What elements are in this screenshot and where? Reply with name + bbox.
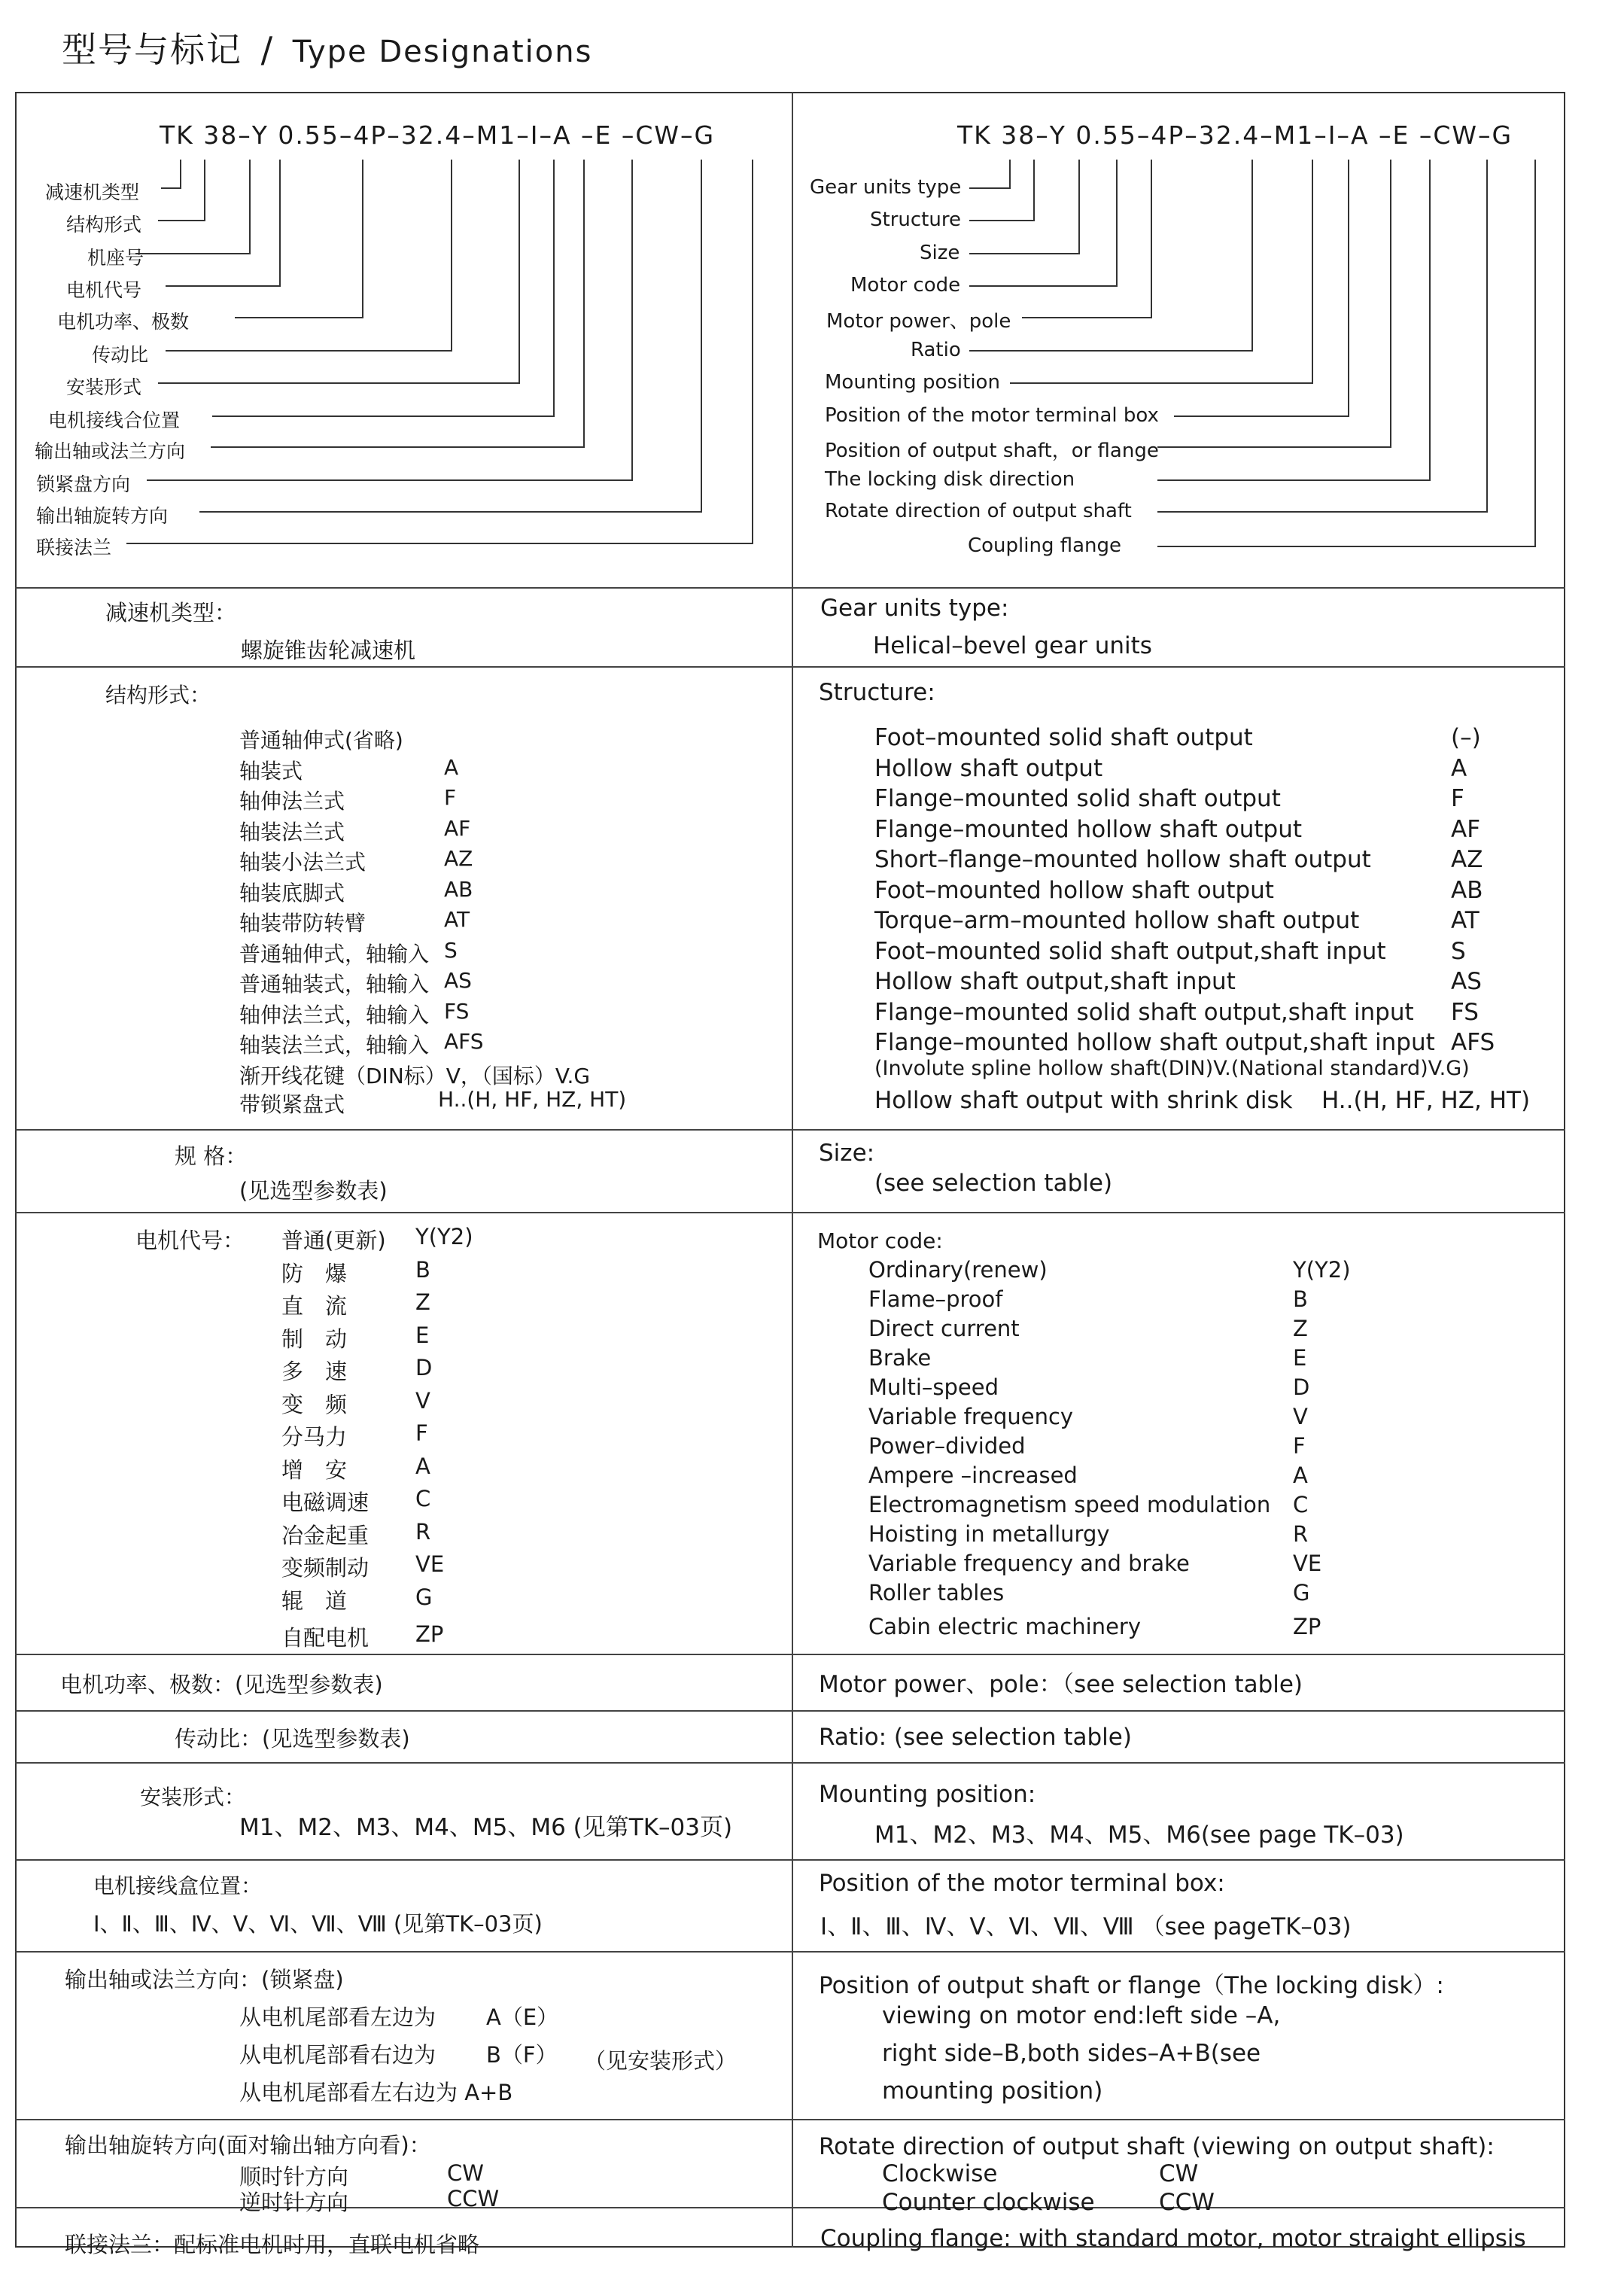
motor-code-row-cn-code: VE — [415, 1551, 445, 1577]
structure-row-en-code: S — [1451, 937, 1466, 965]
motor-code-row-en-code: R — [1293, 1521, 1309, 1547]
structure-row-en — [874, 754, 1467, 782]
motor-code-row-en-code: A — [1293, 1463, 1308, 1488]
structure-row-cn-name: 轴伸法兰式，轴输入 — [239, 1002, 430, 1027]
designation-code-cn: TK 38–Y 0.55–4P–32.4–M1–I–A –E –CW–G — [160, 120, 716, 150]
designation-code-en: TK 38–Y 0.55–4P–32.4–M1–I–A –E –CW–G — [957, 120, 1513, 150]
motor-code-row-en-name: Variable frequency and brake — [868, 1551, 1190, 1576]
output-pos-row-cn-code: B（F） — [486, 2042, 558, 2068]
structure-row-en-name: Foot–mounted hollow shaft output — [874, 876, 1274, 904]
motor-code-row-cn — [281, 1584, 433, 1615]
output-pos-head-en: Position of output shaft or flange（The locking disk）: — [819, 1972, 1444, 1999]
motor-code-row-cn-name: 变频制动 — [281, 1555, 370, 1581]
motor-code-row-cn-code: A — [415, 1453, 430, 1479]
structure-row-en — [874, 815, 1481, 843]
structure-row-en — [874, 876, 1483, 904]
motor-code-row-cn-code: F — [415, 1420, 428, 1446]
structure-row-en-name: Flange–mounted hollow shaft output — [874, 815, 1302, 843]
motor-code-row-cn-name: 自配电机 — [281, 1625, 370, 1651]
motor-code-row-en-code: ZP — [1293, 1614, 1321, 1639]
motor-code-row-cn-code: Y(Y2) — [415, 1224, 473, 1249]
rotation-row-en — [882, 2189, 1215, 2216]
designation-label-cn: 输出轴旋转方向 — [36, 505, 169, 527]
designation-label-cn: 电机代号 — [66, 279, 142, 301]
structure-row-cn — [239, 937, 458, 968]
structure-row-en-code: AB — [1451, 876, 1483, 904]
motor-code-row-cn-code: E — [415, 1322, 430, 1348]
structure-row-cn — [239, 998, 470, 1029]
row-divider — [15, 1654, 1565, 1655]
motor-code-row-cn-name: 普通(更新) — [281, 1228, 386, 1253]
structure-row-en-name: Flange–mounted solid shaft output,shaft input — [874, 998, 1414, 1026]
coupling-cn: 联接法兰：配标准电机时用，直联电机省略 — [65, 2232, 480, 2257]
motor-code-row-cn — [281, 1486, 431, 1517]
motor-code-row-en-name: Cabin electric machinery — [868, 1614, 1141, 1639]
designation-label-en: Size — [920, 242, 960, 264]
rotation-row-cn-name: 顺时针方向 — [239, 2164, 349, 2190]
motor-code-row-cn-code: R — [415, 1518, 431, 1545]
structure-row-en-code: AFS — [1451, 1029, 1495, 1056]
structure-row-en-name: Foot–mounted solid shaft output,shaft input — [874, 937, 1386, 965]
motor-code-row-en — [868, 1463, 1308, 1488]
motor-code-row-en — [868, 1614, 1321, 1639]
structure-spline-cn: 渐开线花键（DIN标）V，（国标）V.G — [239, 1064, 591, 1088]
designation-label-cn: 输出轴或法兰方向 — [35, 440, 186, 462]
motor-code-row-en — [868, 1433, 1306, 1459]
motor-code-row-cn-code: Z — [415, 1289, 430, 1315]
rotation-row-en-code: CW — [1159, 2160, 1199, 2187]
structure-shrink-code-en: H..(H, HF, HZ, HT) — [1321, 1087, 1531, 1114]
designation-label-en: Coupling flange — [968, 534, 1122, 557]
title-separator: / — [260, 29, 275, 70]
structure-row-en-code: A — [1451, 754, 1467, 782]
structure-row-en — [874, 968, 1482, 995]
structure-row-en — [874, 724, 1481, 751]
motor-code-row-en — [868, 1404, 1308, 1429]
structure-head-cn: 结构形式： — [105, 683, 211, 708]
ratio-en: Ratio: (see selection table) — [819, 1724, 1132, 1751]
designation-label-en: Gear units type — [810, 176, 962, 199]
title-cn: 型号与标记 — [62, 29, 242, 70]
motor-code-row-en-code: C — [1293, 1492, 1309, 1517]
motor-code-row-cn-name: 变 频 — [281, 1391, 348, 1417]
designation-label-cn: 电机功率、极数 — [57, 311, 190, 333]
size-head-en: Size: — [819, 1140, 875, 1167]
structure-shrink-name-cn: 带锁紧盘式 — [239, 1092, 345, 1117]
motor-code-row-en-name: Power–divided — [868, 1433, 1026, 1459]
designation-label-en: Rotate direction of output shaft — [825, 500, 1132, 522]
structure-row-en-name: Torque–arm–mounted hollow shaft output — [874, 907, 1360, 934]
motor-code-row-cn — [281, 1355, 433, 1386]
motor-code-row-cn — [281, 1256, 430, 1288]
structure-row-en-name: Hollow shaft output — [874, 754, 1103, 782]
structure-row-cn-code: S — [444, 937, 458, 963]
row-divider — [15, 1212, 1565, 1213]
rotation-row-en — [882, 2160, 1199, 2187]
structure-row-cn-name: 轴装底脚式 — [239, 880, 345, 906]
motor-code-row-en-name: Ordinary(renew) — [868, 1257, 1048, 1283]
designation-label-cn: 联接法兰 — [36, 537, 112, 559]
motor-code-row-en — [868, 1492, 1309, 1517]
structure-row-cn-code: AS — [444, 968, 472, 993]
structure-row-en — [874, 937, 1466, 965]
rotation-row-cn-code: CW — [447, 2160, 484, 2186]
structure-row-cn-name: 普通轴伸式(省略) — [239, 728, 403, 753]
motor-code-row-en-code: D — [1293, 1374, 1310, 1400]
motor-code-row-en — [868, 1286, 1308, 1312]
output-pos-note-cn: （见安装形式） — [584, 2048, 737, 2074]
motor-code-row-cn-name: 防 爆 — [281, 1260, 348, 1286]
row-divider — [15, 666, 1565, 668]
motor-code-row-cn — [281, 1621, 444, 1652]
motor-code-row-cn-code: V — [415, 1387, 430, 1414]
mounting-head-en: Mounting position: — [819, 1781, 1036, 1808]
structure-row-cn-code: A — [444, 754, 459, 780]
structure-row-cn-name: 轴伸法兰式 — [239, 789, 345, 814]
gear-type-head-cn: 减速机类型： — [105, 600, 237, 625]
motor-code-row-en-name: Ampere –increased — [868, 1463, 1078, 1488]
structure-row-cn-code: F — [444, 785, 457, 810]
rotation-head-cn: 输出轴旋转方向(面对输出轴方向看)： — [65, 2132, 431, 2158]
motor-code-row-en — [868, 1580, 1310, 1606]
designation-label-cn: 结构形式 — [66, 214, 142, 236]
structure-row-cn-code: AFS — [444, 1029, 484, 1054]
structure-row-en — [874, 1029, 1495, 1056]
structure-row-cn — [239, 724, 403, 754]
motor-code-row-cn — [281, 1518, 431, 1550]
terminal-value-cn: Ⅰ、Ⅱ、Ⅲ、Ⅳ、Ⅴ、Ⅵ、Ⅶ、Ⅷ (见第TK–03页) — [93, 1911, 543, 1937]
motor-code-row-cn-name: 增 安 — [281, 1456, 348, 1483]
motor-code-row-cn-name: 直 流 — [281, 1293, 348, 1319]
motor-code-row-en-code: F — [1293, 1433, 1306, 1459]
output-pos-row-cn — [239, 2076, 512, 2107]
terminal-head-cn: 电机接线盒位置： — [93, 1873, 263, 1898]
gear-type-head-en: Gear units type: — [820, 595, 1009, 622]
structure-row-en-name: Short–flange–mounted hollow shaft output — [874, 846, 1371, 873]
output-pos-line-en: right side–B,both sides–A+B(see — [882, 2040, 1261, 2067]
structure-row-cn-name: 普通轴装式，轴输入 — [239, 972, 430, 997]
structure-row-cn-code: AB — [444, 876, 473, 902]
designation-label-en: The locking disk direction — [825, 468, 1075, 491]
structure-row-cn — [239, 968, 472, 998]
motor-code-row-cn — [281, 1453, 430, 1484]
structure-shrink-code-cn: H..(H, HF, HZ, HT) — [438, 1087, 627, 1112]
output-pos-row-cn — [239, 2038, 558, 2069]
structure-spline-en: (Involute spline hollow shaft(DIN)V.(National standard)V.G) — [874, 1057, 1470, 1080]
structure-row-en-code: F — [1451, 785, 1464, 812]
title-en: Type Designations — [292, 35, 593, 69]
rotation-row-en-name: Counter clockwise — [882, 2189, 1095, 2216]
designation-label-cn: 安装形式 — [66, 376, 142, 398]
structure-head-en: Structure: — [819, 679, 935, 706]
structure-row-cn — [239, 907, 470, 937]
motor-code-row-en-code: G — [1293, 1580, 1310, 1606]
structure-row-cn-code: FS — [444, 998, 470, 1024]
mounting-head-cn: 安装形式： — [140, 1785, 246, 1810]
structure-row-cn — [239, 785, 457, 815]
structure-row-cn-name: 轴装法兰式，轴输入 — [239, 1033, 430, 1058]
row-divider — [15, 1762, 1565, 1764]
motor-code-head-en: Motor code: — [817, 1228, 943, 1253]
motor-code-row-cn-code: B — [415, 1256, 430, 1283]
rotation-row-en-name: Clockwise — [882, 2160, 998, 2187]
structure-shrink-name-en: Hollow shaft output with shrink disk — [874, 1087, 1293, 1114]
structure-row-en-code: AT — [1451, 907, 1480, 934]
row-divider — [15, 1129, 1565, 1131]
motor-code-row-en — [868, 1551, 1322, 1576]
motor-code-row-en-name: Multi–speed — [868, 1374, 999, 1400]
motor-code-row-cn — [281, 1387, 430, 1419]
motor-code-row-en-code: E — [1293, 1345, 1307, 1371]
motor-code-row-cn-name: 冶金起重 — [281, 1522, 370, 1548]
power-en: Motor power、pole：（see selection table) — [819, 1671, 1303, 1698]
structure-row-cn — [239, 1029, 484, 1059]
motor-code-row-cn-name: 辊 道 — [281, 1587, 348, 1614]
gear-type-value-en: Helical–bevel gear units — [873, 632, 1152, 659]
motor-code-row-cn-code: D — [415, 1355, 433, 1380]
motor-code-row-cn-name: 分马力 — [281, 1424, 348, 1450]
designation-label-en: Ratio — [911, 339, 961, 361]
structure-row-cn-name: 轴装小法兰式 — [239, 850, 366, 875]
output-pos-row-cn-name: 从电机尾部看左边为 — [239, 2004, 436, 2030]
size-value-cn: (见选型参数表) — [239, 1178, 388, 1204]
motor-code-row-en-code: B — [1293, 1286, 1308, 1312]
output-pos-line-en: viewing on motor end:left side –A, — [882, 2002, 1281, 2029]
structure-row-en-code: AZ — [1451, 846, 1483, 873]
designation-label-cn: 锁紧盘方向 — [36, 473, 131, 495]
designation-label-cn: 减速机类型 — [45, 181, 140, 203]
row-divider — [15, 1710, 1565, 1712]
structure-row-en — [874, 785, 1464, 812]
structure-row-en-name: Foot–mounted solid shaft output — [874, 724, 1253, 751]
terminal-value-en: Ⅰ、Ⅱ、Ⅲ、Ⅳ、Ⅴ、Ⅵ、Ⅶ、Ⅷ （see pageTK–03) — [820, 1913, 1352, 1940]
motor-code-row-cn-name: 制 动 — [281, 1326, 348, 1352]
designation-label-en: Motor code — [850, 274, 961, 297]
motor-code-row-cn-name: 电磁调速 — [281, 1490, 370, 1515]
row-divider — [15, 1859, 1565, 1861]
output-pos-row-cn-name: 从电机尾部看左右边为 A+B — [239, 2080, 513, 2105]
motor-code-row-en-name: Hoisting in metallurgy — [868, 1521, 1110, 1547]
structure-row-en-code: FS — [1451, 998, 1479, 1026]
designation-label-cn: 电机接线合位置 — [48, 409, 181, 431]
output-pos-row-cn-name: 从电机尾部看右边为 — [239, 2042, 436, 2068]
ratio-cn: 传动比：(见选型参数表) — [175, 1726, 410, 1752]
rotation-head-en: Rotate direction of output shaft (viewing on output shaft): — [819, 2133, 1495, 2160]
power-cn: 电机功率、极数：(见选型参数表) — [60, 1672, 383, 1697]
motor-code-row-cn — [281, 1551, 445, 1582]
row-divider — [15, 587, 1565, 589]
motor-code-head-cn: 电机代号： — [135, 1228, 245, 1253]
designation-label-en: Position of output shaft，or flange — [825, 440, 1159, 462]
output-pos-head-cn: 输出轴或法兰方向：(锁紧盘) — [65, 1967, 344, 1992]
structure-row-cn-code: AZ — [444, 846, 473, 871]
structure-row-en-name: Hollow shaft output,shaft input — [874, 968, 1236, 995]
rotation-row-cn — [239, 2186, 500, 2217]
size-value-en: (see selection table) — [874, 1170, 1113, 1197]
structure-row-cn-name: 普通轴伸式，轴输入 — [239, 941, 430, 966]
structure-row-cn — [239, 754, 459, 785]
motor-code-row-en — [868, 1374, 1310, 1400]
motor-code-row-en-name: Roller tables — [868, 1580, 1005, 1606]
motor-code-row-en-name: Brake — [868, 1345, 932, 1371]
size-head-cn: 规 格： — [175, 1143, 248, 1169]
motor-code-row-en-code: V — [1293, 1404, 1308, 1429]
motor-code-row-en — [868, 1257, 1351, 1283]
structure-row-en — [874, 846, 1483, 873]
structure-row-en — [874, 907, 1480, 934]
structure-row-cn — [239, 846, 473, 876]
designation-label-cn: 传动比 — [92, 344, 149, 366]
designation-label-en: Motor power、pole — [826, 310, 1011, 333]
motor-code-row-en-name: Electromagnetism speed modulation — [868, 1492, 1271, 1517]
motor-code-row-cn-code: ZP — [415, 1621, 444, 1647]
structure-row-cn-name: 轴装法兰式 — [239, 819, 345, 845]
motor-code-row-cn — [281, 1289, 430, 1320]
structure-row-cn-code: AF — [444, 815, 471, 841]
output-pos-line-en: mounting position) — [882, 2077, 1103, 2105]
output-pos-row-cn — [239, 2001, 559, 2032]
rotation-row-en-code: CCW — [1159, 2189, 1215, 2216]
structure-row-cn-code: AT — [444, 907, 470, 932]
designation-label-en: Mounting position — [825, 371, 1000, 394]
mounting-value-cn: M1、M2、M3、M4、M5、M6 (见第TK–03页) — [239, 1814, 733, 1841]
row-divider — [15, 2119, 1565, 2120]
structure-row-en-code: AF — [1451, 815, 1481, 843]
rotation-row-cn-code: CCW — [447, 2186, 500, 2211]
motor-code-row-en-name: Direct current — [868, 1316, 1020, 1341]
structure-row-cn — [239, 876, 473, 907]
motor-code-row-cn-name: 多 速 — [281, 1359, 348, 1384]
row-divider — [15, 1951, 1565, 1953]
motor-code-row-cn — [281, 1420, 428, 1451]
motor-code-row-en — [868, 1345, 1307, 1371]
coupling-en: Coupling flange: with standard motor, motor straight ellipsis — [820, 2225, 1526, 2252]
structure-row-cn-name: 轴装式 — [239, 758, 303, 784]
designation-label-cn: 机座号 — [87, 247, 144, 269]
structure-row-en — [874, 998, 1479, 1026]
motor-code-row-cn-code: G — [415, 1584, 433, 1610]
designation-label-en: Position of the motor terminal box — [825, 404, 1159, 427]
designation-label-en: Structure — [870, 208, 961, 231]
output-pos-row-cn-code: A（E） — [486, 2004, 559, 2030]
motor-code-row-en-code: Z — [1293, 1316, 1308, 1341]
structure-row-en-name: Flange–mounted hollow shaft output,shaft input — [874, 1029, 1435, 1056]
motor-code-row-en — [868, 1521, 1309, 1547]
rotation-row-cn-name: 逆时针方向 — [239, 2190, 349, 2215]
gear-type-value-cn: 螺旋锥齿轮减速机 — [241, 638, 416, 663]
motor-code-row-cn — [281, 1224, 473, 1255]
motor-code-row-en-code: Y(Y2) — [1293, 1257, 1351, 1283]
structure-row-en-code: (–) — [1451, 724, 1481, 751]
motor-code-row-en-name: Variable frequency — [868, 1404, 1074, 1429]
motor-code-row-en-name: Flame–proof — [868, 1286, 1003, 1312]
motor-code-row-cn-code: C — [415, 1486, 431, 1511]
structure-row-en-name: Flange–mounted solid shaft output — [874, 785, 1281, 812]
motor-code-row-cn — [281, 1322, 430, 1353]
structure-row-cn-name: 轴装带防转臂 — [239, 911, 366, 936]
terminal-head-en: Position of the motor terminal box: — [819, 1870, 1225, 1897]
mounting-value-en: M1、M2、M3、M4、M5、M6(see page TK–03) — [874, 1822, 1404, 1849]
structure-row-cn — [239, 815, 471, 846]
motor-code-row-en-code: VE — [1293, 1551, 1322, 1576]
motor-code-row-en — [868, 1316, 1308, 1341]
structure-row-en-code: AS — [1451, 968, 1482, 995]
